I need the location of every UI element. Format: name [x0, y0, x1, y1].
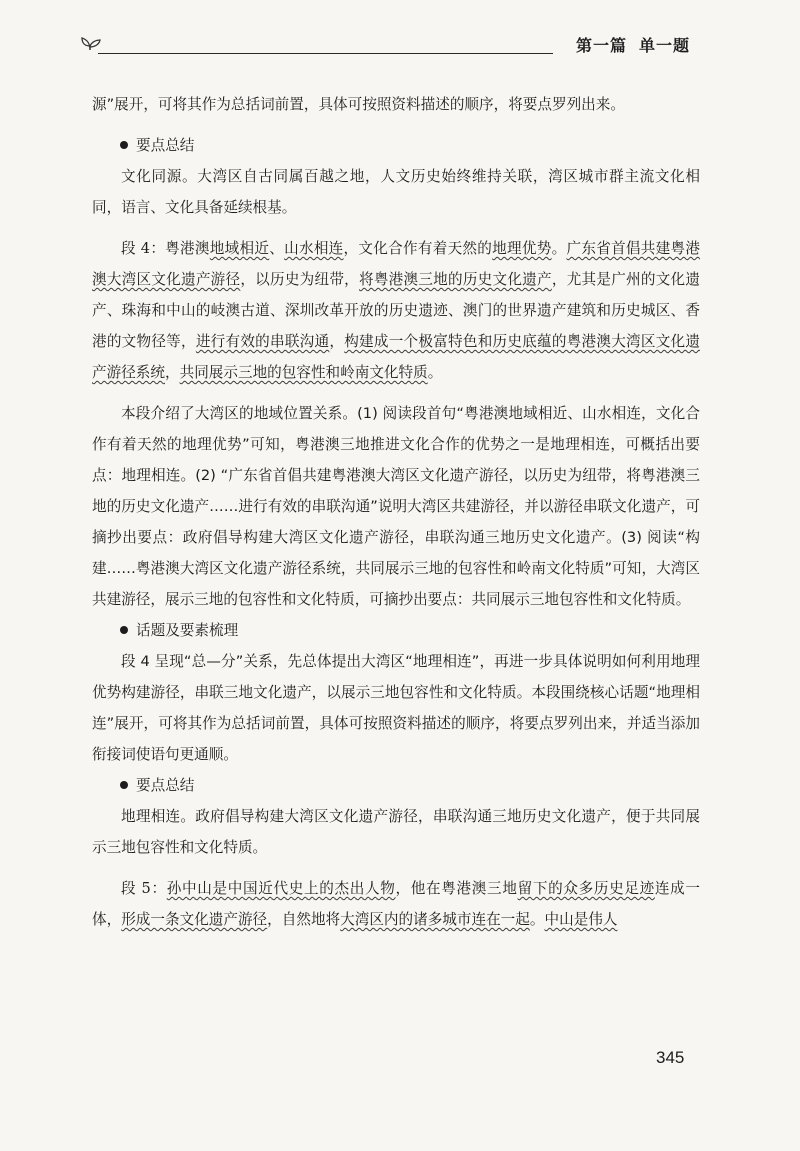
paragraph: 段 4 呈现“总—分”关系，先总体提出大湾区“地理相连”，再进一步具体说明如何利用地理优势构建游径，串联三地文化遗产，以展示三地包容性和文化特质。本段围绕核心话题“地理相连”展开，可将其作为总括词前置，具体可按照资料描述的顺序，将要点罗列出来，并适当添加衔接词使语句更通顺。 — [92, 653, 700, 763]
paragraph: 文化同源。大湾区自古同属百越之地，人文历史始终维持关联，湾区城市群主流文化相同，语言、文化具备延续根基。 — [92, 168, 700, 216]
bullet-icon — [120, 141, 128, 149]
section-heading: 要点总结 — [92, 770, 700, 801]
source-paragraph-4: 段 4：粤港澳地域相近、山水相连，文化合作有着天然的地理优势。广东省首倡共建粤港澳大湾区文化遗产游径，以历史为纽带，将粤港澳三地的历史文化遗产，尤其是广州的文化遗产、珠海和中山的岐澳古道、深圳改革开放的历史遗迹、澳门的世界遗产建筑和历史城区、香港的文物径等，进行有效的串联沟通，构建成一个极富特色和历史底蕴的粤港澳大湾区文化遗产游径系统，共同展示三地的包容性和岭南文化特质。 — [92, 240, 700, 381]
page-number: 345 — [656, 1048, 685, 1067]
paragraph: 本段介绍了大湾区的地域位置关系。(1) 阅读段首句“粤港澳地域相近、山水相连，文化合作有着天然的地理优势”可知，粤港澳三地推进文化合作的优势之一是地理相连，可概括出要点：地理相连。(2) “广东省首倡共建粤港澳大湾区文化遗产游径，以历史为纽带，将粤港澳三地的历史文化遗产……进行有效的串联沟通”说明大湾区共建游径，并以游径串联文化遗产，可摘抄出要点：政府倡导构建大湾区文化遗产游径，串联沟通三地历史文化遗产。(3) 阅读“构建……粤港澳大湾区文化遗产游径系统，共同展示三地的包容性和岭南文化特质”可知，大湾区共建游径，展示三地的包容性和文化特质，可摘抄出要点：共同展示三地包容性和文化特质。 — [92, 405, 700, 608]
bullet-icon — [120, 626, 128, 634]
chapter-label: 单一题 — [638, 36, 690, 55]
paragraph: 地理相连。政府倡导构建大湾区文化遗产游径，串联沟通三地历史文化遗产，便于共同展示三地包容性和文化特质。 — [92, 808, 700, 856]
bullet-icon — [120, 781, 128, 789]
source-paragraph-5: 段 5：孙中山是中国近代史上的杰出人物，他在粤港澳三地留下的众多历史足迹连成一体，形成一条文化遗产游径，自然地将大湾区内的诸多城市连在一起。中山是伟人 — [92, 880, 700, 928]
running-header — [78, 28, 690, 62]
header-rule — [98, 53, 553, 54]
page-body — [92, 89, 700, 935]
sprout-icon — [78, 32, 102, 52]
part-label: 第一篇 — [575, 36, 627, 55]
header-title — [564, 33, 690, 56]
text-line: 源”展开，可将其作为总括词前置，具体可按照资料描述的顺序，将要点罗列出来。 — [92, 96, 625, 113]
section-heading: 要点总结 — [92, 130, 700, 161]
section-heading: 话题及要素梳理 — [92, 615, 700, 646]
